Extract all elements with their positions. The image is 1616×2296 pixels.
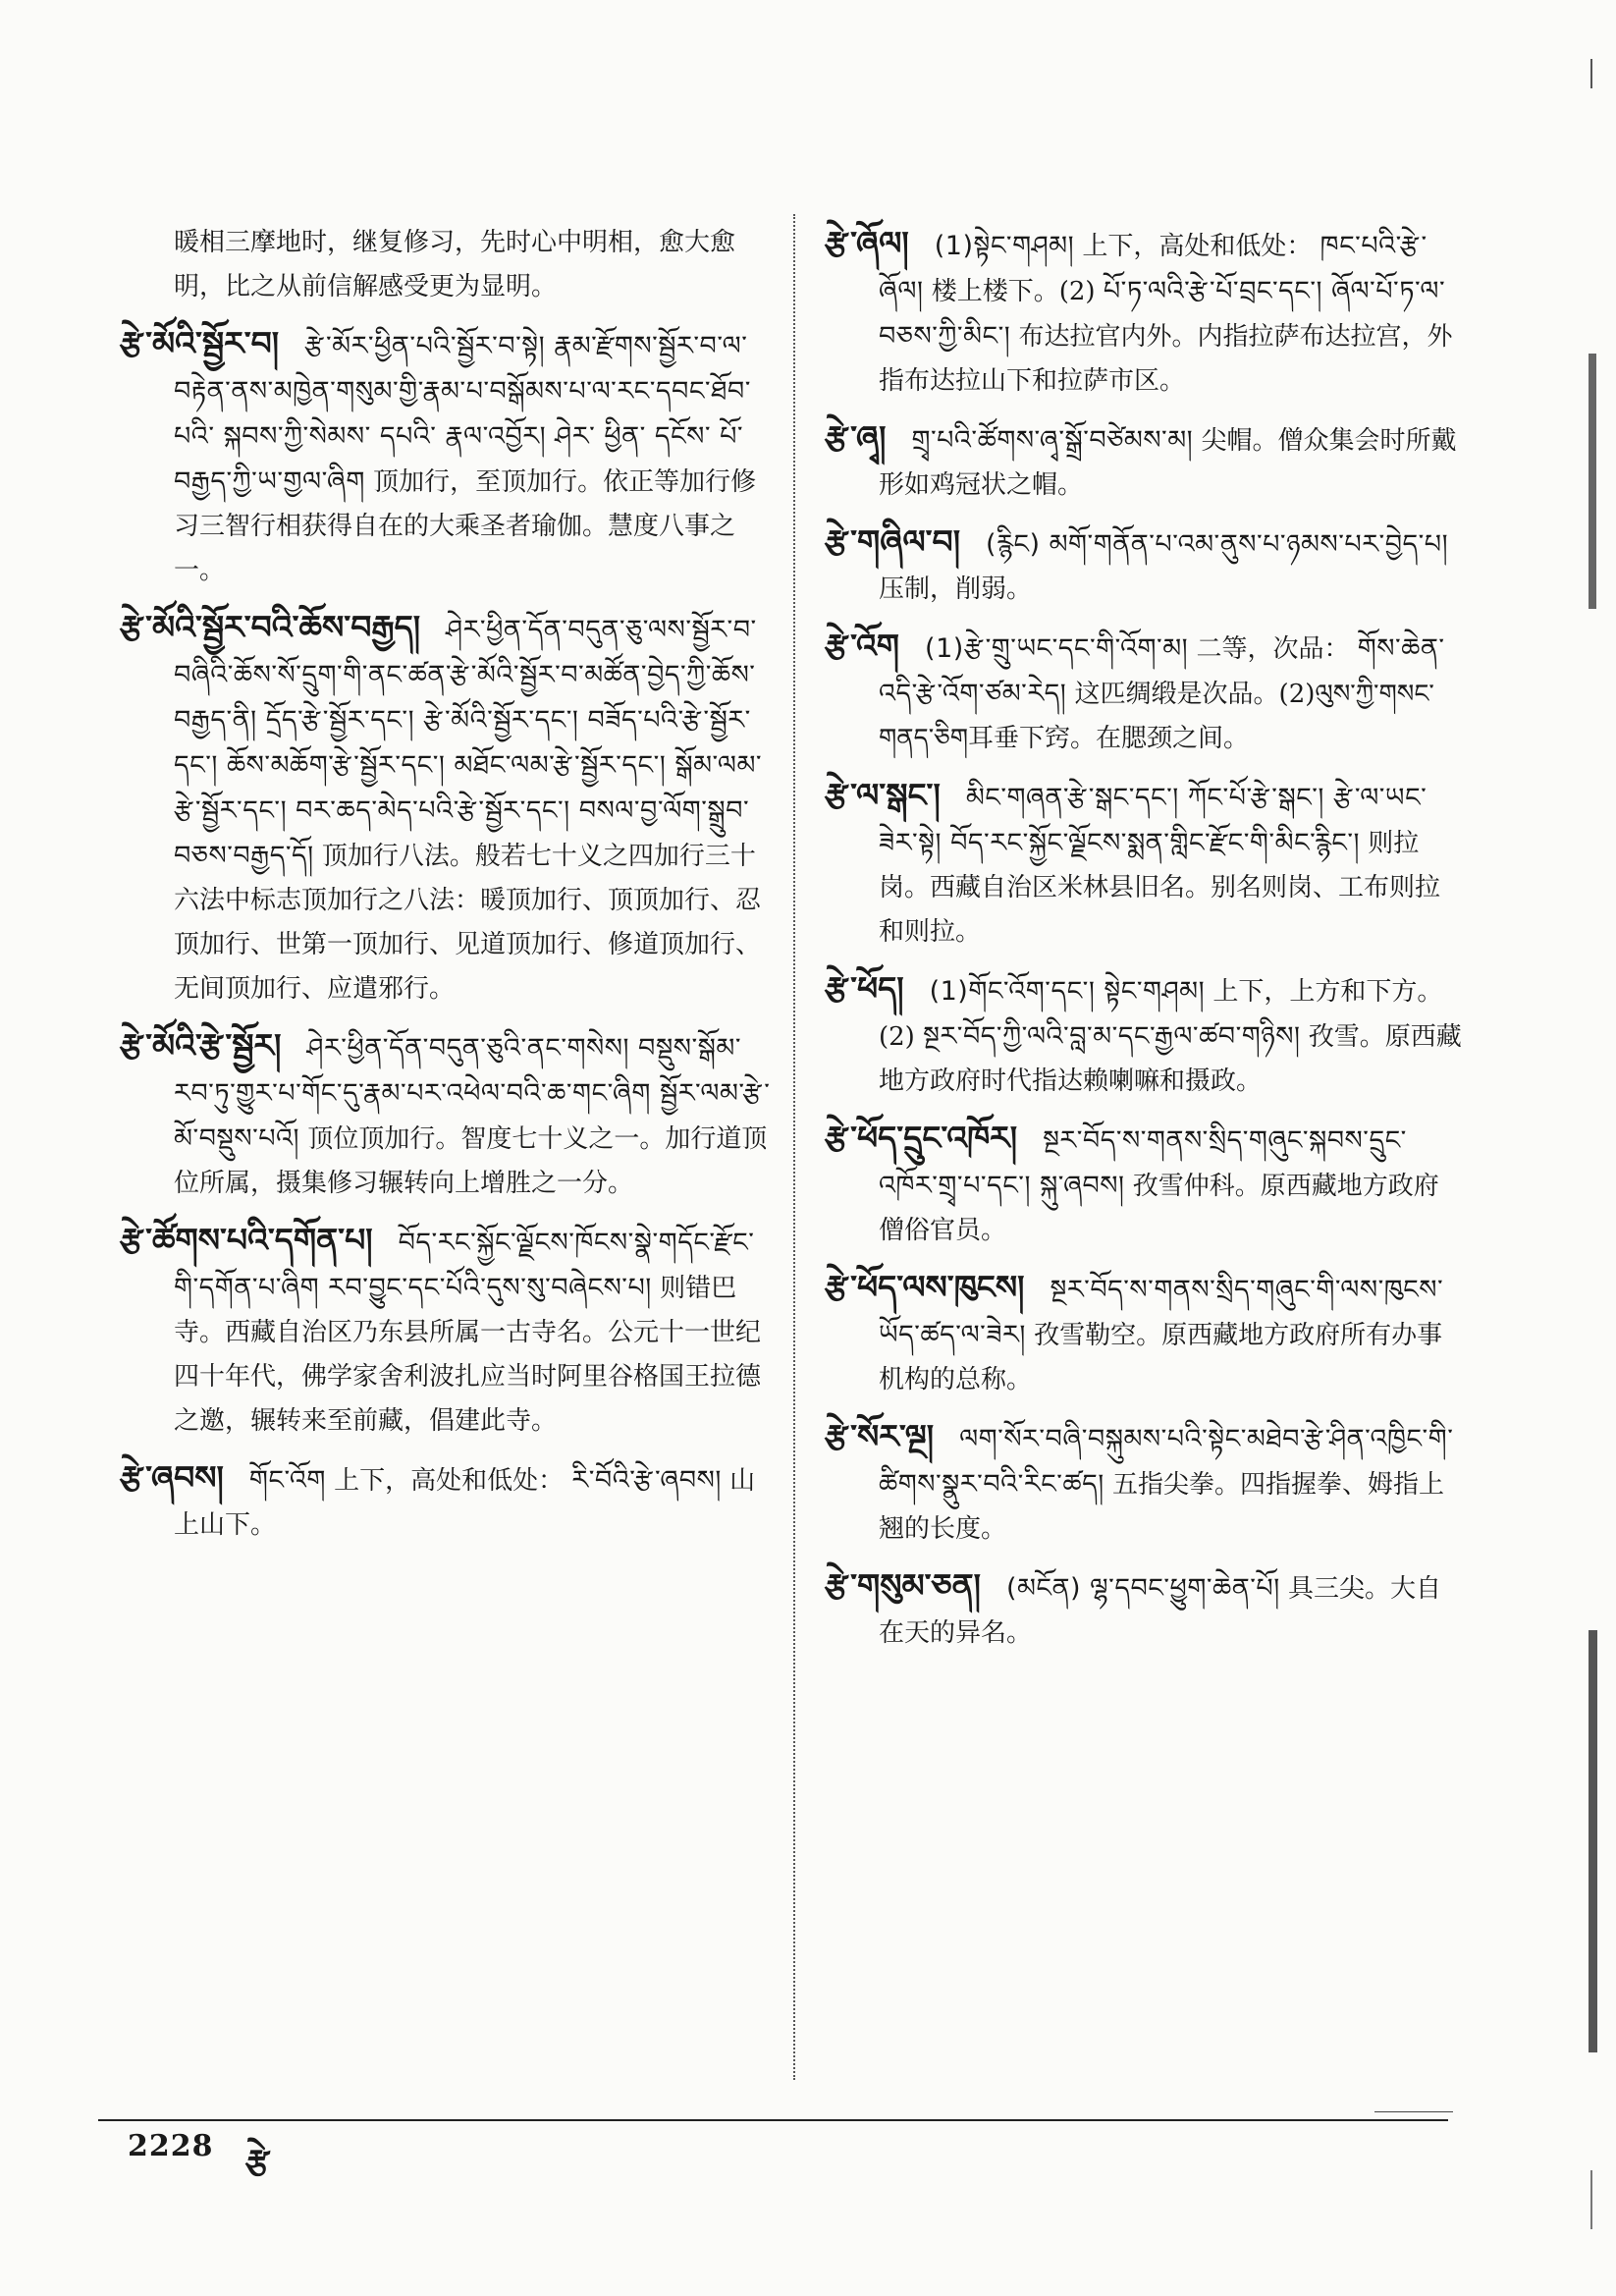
entry-chinese-definition: 上下，高处和低处： xyxy=(334,1466,565,1496)
entry-tibetan-definition: (1)སྟེང་གཤམ། xyxy=(934,231,1075,261)
dictionary-entry xyxy=(815,221,1463,404)
entry-chinese-example: 这匹绸缎是次品。(2)ལུས་ཀྱི་གསང་གནད་ཅིག xyxy=(879,680,1434,753)
entry-tibetan-definition: (1)གོང་འོག་དང་། སྟེང་གཤམ། xyxy=(929,976,1206,1007)
entry-headword: རྩེ་མོའི་སྦྱོར་བའི་ཆོས་བརྒྱད། xyxy=(120,608,421,646)
entry-headword: རྩེ་གསུམ་ཅན། xyxy=(825,1566,981,1605)
entry-tibetan-definition: མིང་གཞན་རྩེ་སྒང་དང་། ཀོང་པོ་རྩེ་སྒང་། རྩེ་ལ་ཡང་ཟེར་སྟེ། བོད་རང་སྐྱོང་ལྗོངས་སྨན་གླིང་རྫོང་གི་མིང་རྙིང་། xyxy=(879,783,1427,858)
dictionary-entry xyxy=(815,1116,1463,1253)
entry-chinese-example: 山上山下。 xyxy=(174,1466,756,1540)
dictionary-entry xyxy=(110,1023,778,1206)
entry-chinese-example: 楼上楼下。(2) xyxy=(931,277,1096,306)
entry-chinese-definition: 上下，高处和低处： xyxy=(1082,232,1313,261)
entry-headword: རྩེ་ཕོད། xyxy=(825,969,904,1008)
entry-tibetan-definition: རྩེ་མོར་ཕྱིན་པའི་སྦྱོར་བ་སྟེ། རྣམ་རྫོགས་སྦྱོར་བ་ལ་བརྟེན་ནས་མཁྱེན་གསུམ་གྱི་རྣམ་པ་བསྒོམས་པ་ལ་རང་དབང་ཐོབ་པའི་ སྐབས་ཀྱི་སེམས་ དཔའི་ རྣལ་འབྱོར། ཤེར་ ཕྱིན་ དངོས་ པོ་བརྒྱད་ཀྱི་ཡ་གྱལ་ཞིག xyxy=(174,331,751,497)
dictionary-entry xyxy=(815,1563,1463,1656)
entry-headword: རྩེ་ཕོད་ལས་ཁུངས། xyxy=(825,1268,1025,1306)
entry-tibetan-example: སྔར་བོད་ཀྱི་ལའི་བླ་མ་དང་རྒྱལ་ཚབ་གཉིས། xyxy=(923,1021,1301,1052)
entry-chinese-definition: 孜雪勒空。原西藏地方政府所有办事机构的总称。 xyxy=(879,1321,1443,1394)
entry-chinese-sense: 布达拉官内外。内指拉萨布达拉宫，外指布达拉山下和拉萨市区。 xyxy=(879,322,1453,396)
entry-tibetan-definition: སྔར་བོད་ས་གནས་སྲིད་གཞུང་སྐབས་དྲུང་འཁོར་གྲྭ་པ་དང་། སྐུ་ཞབས། xyxy=(879,1125,1407,1201)
page-number: 2228 xyxy=(128,2129,214,2163)
entry-tibetan-definition: སྔར་བོད་ས་གནས་སྲིད་གཞུང་གི་ལས་ཁུངས་ཡོད་ཚད་ལ་ཟེར། xyxy=(879,1275,1444,1350)
entry-chinese-definition: 顶加行八法。般若七十义之四加行三十六法中标志顶加行之八法：暖顶加行、顶顶加行、忍顶加行、世第一顶加行、见道顶加行、修道顶加行、无间顶加行、应遣邪行。 xyxy=(174,842,762,1004)
entry-chinese-definition: 上下，上方和下方。(2) xyxy=(879,977,1443,1052)
dictionary-entry xyxy=(815,624,1463,761)
entry-headword: རྩེ་ཞབས། xyxy=(120,1458,224,1497)
entry-chinese-definition: 压制，削弱。 xyxy=(879,574,1033,604)
entry-headword: རྩེ་འོག xyxy=(825,627,900,665)
dictionary-entry xyxy=(110,1218,778,1444)
entry-chinese-example: 孜雪。原西藏地方政府时代指达赖喇嘛和摄政。 xyxy=(879,1022,1462,1096)
footer-rule-short xyxy=(1374,2111,1453,2112)
entry-chinese-definition: 顶位顶加行。智度七十义之一。加行道顶位所属，摄集修习辗转向上增胜之一分。 xyxy=(174,1124,768,1198)
dictionary-entry xyxy=(110,321,778,593)
entry-headword: རྩེ་ཞྭ། xyxy=(825,418,887,457)
entry-chinese-definition: 五指尖拳。四指握拳、姆指上翘的长度。 xyxy=(879,1470,1445,1544)
dictionary-entry xyxy=(815,1414,1463,1552)
entry-chinese-definition: 具三尖。大自在天的异名。 xyxy=(879,1574,1441,1648)
dictionary-entry xyxy=(815,415,1463,508)
entry-headword: རྩེ་ལ་སྒང་། xyxy=(825,776,941,814)
dictionary-entry xyxy=(815,519,1463,612)
entry-headword: རྩེ་གཞིལ་བ། xyxy=(825,522,961,561)
entry-chinese-definition: 则拉岗。西藏自治区米林县旧名。别名则岗、工布则拉和则拉。 xyxy=(879,829,1441,947)
entry-chinese-sense: 耳垂下窍。在腮颈之间。 xyxy=(968,724,1250,753)
entry-headword: རྩེ་ཞོལ། xyxy=(825,224,909,262)
entry-headword: རྩེ་ཚོགས་པའི་དགོན་པ། xyxy=(120,1221,373,1259)
entry-chinese-definition: 则错巴寺。西藏自治区乃东县所属一古寺名。公元十一世纪四十年代，佛学家舍利波扎应当时阿里谷格国王拉德之邀，辗转来至前藏，倡建此寺。 xyxy=(174,1274,762,1436)
dictionary-entry xyxy=(815,966,1463,1104)
entry-tibetan-definition: གྲྭ་པའི་ཚོགས་ཞྭ་སྒྲོ་བཙེམས་མ། xyxy=(911,425,1194,456)
entry-tibetan-definition: ལག་སོར་བཞི་བསྐུམས་པའི་སྟེང་མཐེབ་རྩེ་ཤིན་འཁྱིང་གི་ཚིགས་སྣུར་བའི་རིང་ཚད། xyxy=(879,1424,1454,1500)
entry-tibetan-sense: པོ་ཏ་ལའི་རྩེ་པོ་བྲང་དང་། ཞོལ་པོ་ཏ་ལ་བཅས་ཀྱི་མིང་། xyxy=(879,276,1446,352)
entry-headword: རྩེ་སོར་ལྔ། xyxy=(825,1417,935,1455)
entry-headword: རྩེ་མོའི་རྩེ་སྦྱོར། xyxy=(120,1026,282,1065)
dictionary-entry xyxy=(110,221,778,309)
entry-tibetan-example: རི་བོའི་རྩེ་ཞབས། xyxy=(571,1465,722,1496)
dictionary-entry xyxy=(815,773,1463,955)
entry-tibetan-example: ཁང་པའི་རྩེ་ཞོལ། xyxy=(879,231,1427,306)
entry-tibetan-definition: (རྙིང) མགོ་གནོན་པ་འམ་ནུས་པ་ཉམས་པར་བྱེད་པ། xyxy=(986,529,1449,560)
entry-tibetan-definition: ཤེར་ཕྱིན་དོན་བདུན་ཅུའི་ནང་གསེས། བསྡུས་སྒོམ་རབ་ཏུ་གྱུར་པ་གོང་དུ་རྣམ་པར་འཕེལ་བའི་ཆ་གང་ཞིག སྦྱོར་ལམ་རྩེ་མོ་བསྡུས་པའོ། xyxy=(174,1033,771,1154)
right-column xyxy=(815,221,1463,1667)
dictionary-entry xyxy=(110,605,778,1011)
entry-tibetan-definition: བོད་རང་སྐྱོང་ལྗོངས་ཁོངས་སྣེ་གདོང་རྫོང་གི་དགོན་པ་ཞིག རབ་བྱུང་དང་པོའི་དུས་སུ་བཞེངས་པ། xyxy=(174,1228,755,1303)
entry-headword: རྩེ་མོའི་སྦྱོར་བ། xyxy=(120,324,280,362)
entry-tibetan-definition: (མངོན) ལྷ་དབང་ཕྱུག་ཆེན་པོ། xyxy=(1005,1573,1280,1604)
entry-chinese-definition: 顶加行，至顶加行。依正等加行修习三智行相获得自在的大乘圣者瑜伽。慧度八事之一。 xyxy=(174,467,757,585)
column-divider xyxy=(793,214,795,2080)
entry-chinese-definition: 尖帽。僧众集会时所戴形如鸡冠状之帽。 xyxy=(879,426,1457,500)
entry-headword: རྩེ་ཕོད་དྲུང་འཁོར། xyxy=(825,1119,1018,1157)
entry-tibetan-definition: གོང་འོག xyxy=(248,1465,326,1496)
entry-tibetan-definition: ཤེར་ཕྱིན་དོན་བདུན་ཅུ་ལས་སྦྱོར་བ་བཞིའི་ཆོས་སོ་དྲུག་གི་ནང་ཚན་རྩེ་མོའི་སྦྱོར་བ་མཚོན་བྱེད་ཀྱི་ཆོས་བརྒྱད་ནི། དྲོད་རྩེ་སྦྱོར་དང་། རྩེ་མོའི་སྦྱོར་དང་། བཟོད་པའི་རྩེ་སྦྱོར་དང་། ཆོས་མཆོག་རྩེ་སྦྱོར་དང་། མཐོང་ལམ་རྩེ་སྦྱོར་དང་། སྒོམ་ལམ་རྩེ་སྦྱོར་དང་། བར་ཆད་མེད་པའི་རྩེ་སྦྱོར་དང་། བསལ་བྱ་ལོག་སྒྲུབ་བཅས་བརྒྱད་དོ། xyxy=(174,615,763,871)
running-head: རྩེ xyxy=(245,2143,270,2182)
footer-rule xyxy=(98,2119,1448,2121)
entry-tibetan-example: གོས་ཆེན་འདི་རྩེ་འོག་ཙམ་རེད། xyxy=(879,633,1445,709)
dictionary-entry xyxy=(815,1265,1463,1402)
entry-chinese-definition: 孜雪仲科。原西藏地方政府僧俗官员。 xyxy=(879,1172,1439,1245)
entry-chinese-definition: 二等，次品： xyxy=(1196,634,1350,664)
entry-tibetan-definition: (1)རྩེ་གྲུ་ཡང་དང་གི་འོག་མ། xyxy=(925,633,1189,664)
left-column xyxy=(110,221,778,1559)
entry-chinese-definition: 暖相三摩地时，继复修习，先时心中明相，愈大愈明，比之从前信解感受更为显明。 xyxy=(174,228,736,301)
dictionary-entry xyxy=(110,1455,778,1548)
scan-edge-marks xyxy=(1585,59,1598,2239)
